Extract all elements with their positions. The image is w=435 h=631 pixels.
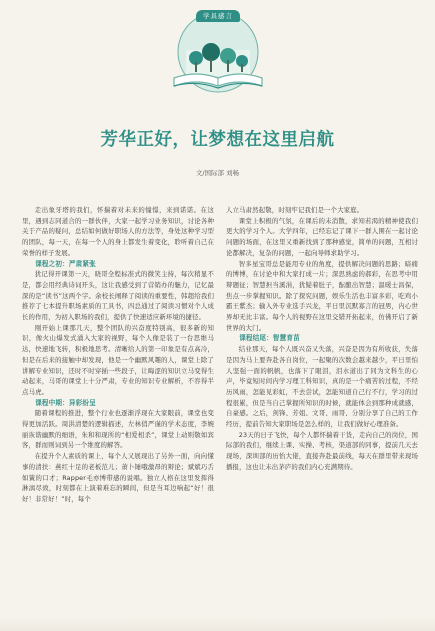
left-column bbox=[22, 205, 214, 505]
paragraph: 智多星宝哥总是能用专业的角度，提供解决问题的思路；暗痛的博博，在讨论中和大家打成一片；深思熟虑的郝彩，在思考中用辩题征；智慧担当溪涓，犹疑着肚子，酝酿出智慧；温暖士昌保，焦点一步掌握知识。除了探究问题，娱乐生活也丰富多彩，吃鸡小霸王紫杰；输入外专业选手兴龙，平日里沉默寡言的冠男，内心世界却无比丰富。每个人的视野在这里交错开拓起来，仿佛开启了新世界的大门。 bbox=[226, 259, 418, 332]
article-title: 芳华正好，让梦想在这里启航 bbox=[100, 130, 335, 150]
paragraph: 人立马肃然起敬，时刻牢记我们是一个大家庭。 bbox=[226, 206, 364, 214]
paragraph: 随着课程的推进，整个行业也逐渐浮现在大家眼前，课堂也变得更加活跃。周洪清楚的逻辑描述，左林俏严谨的学术态度，李婉丽诙谐幽默的细语，朱和和现所的“相爱相杀”，课堂上动则敬如宾客，群而则词到另一个维度的解答。 bbox=[22, 409, 214, 450]
paragraph: 结业那天，每个人既兴奋又失落，兴奋是因为有所收获，失落是因为马上要奔赴各自岗位，一起聚的次数会越来越少，平日里怕人坚强一面的帆帆，也落下了眼泪，泪水道出了同为文科生的心声，毕竟短时间内学习理工科知识，真的是一个痛苦的过程，不经历风雨，怎能见彩虹，不去尝试，怎能知道自己行不行，学习的过程很累，但是当自己掌握所知识的时候，就能体会到那种成就感，自豪感。之后，剑锋、芳姐、文哥、雨哥、分别分享了自己的工作经历，提前告知大家职场是怎么样的，让我们做好心理准备。 bbox=[226, 345, 418, 429]
paragraph: 走出象牙塔的我们，怀揣着对未来的憧憬，来到诺诺。在这里，遇到志同道合的一群伙伴，大家一起学习业务知识，讨论各种关于产品的疑问，总结如何做好职场人的方法等，身处这种学习型的团队，每一天，在每一个人的身上都发生着变化，聆听着自己在荣誉的样子发展。 bbox=[22, 206, 214, 257]
page-bottom-edge bbox=[0, 617, 435, 631]
section-heading: 课程结尾：智慧育苗 bbox=[239, 334, 300, 343]
paragraph: 犹记得开课第一天，晓哥全程标准式的微笑主持，每次稍显不是，都会用经典诗词开头，这让我感受到了营销办的魅力，记忆最深的是“读书”这两个字。余校长阐释了阅读的重要性，韩超给我们推荐了七本提升职场素质的工具书，四总通过了阅读习惯对个人成长的作用，为初入职场的我们，提供了快速适应新环境的捷径。 bbox=[22, 270, 214, 322]
paragraph: 课堂上积极的气氛，在课后的未消散，求知若渴的精神使我们更大的学习个人。大学四年，已经忘记了课下一群人围在一起讨论问题的场面，在这里又重新找到了那种感觉，简单的问题，互相讨论都解决，复杂的问题，一起向导师求助学习。 bbox=[226, 216, 418, 257]
section-heading: 课程之初：严肃紧张 bbox=[35, 259, 96, 268]
paragraph: 刚开始上课那几天，整个团队的兴奋度特别高，很多新的知识，像火山爆发式涌入大家的视野，每个人像是装了一台思维马达，快速地飞转，积极地思考。清晰给人的第一印象是有点高冷，但是在后来的接触中却发现，他是一个幽默风趣的人，课堂上除了讲解专业知识，还时不时穿插一些段子，让晦涩的知识立马变得生动起来，马哥的课堂上十分严肃，专业的知识专业解析，不容得半点马虎。 bbox=[22, 323, 214, 396]
section-tag: 学具感言 bbox=[196, 10, 240, 22]
right-column bbox=[226, 205, 418, 473]
article-byline: 文/国际部 刘畅 bbox=[195, 169, 240, 177]
section-heading: 课程中期：异彩纷呈 bbox=[35, 398, 96, 407]
paragraph: 23天的日子飞快，每个人都怀揣着干货，走向自己的岗位，国际部的我们，继续上课、实操、考核，渠道部的同事，提前几天去现场，深圳部的历怡大佬，直接奔赴最前线，每天在群里带来现场播报，这也让未出茅庐的我们内心充满期待。 bbox=[226, 430, 418, 471]
paragraph: 在提升个人素质的课上，每个人又展现出了另外一面，向向懂事的清扶：燕红十足的老板范儿；萧卜锤哦激昂的辩论；斌斌巧舌如簧的口才；Rapper毛亦博带感的说唱。独立人格在这里发挥得淋漓尽致，时刻都在上演着难忘的瞬间，但是当耳边响起“好！很好！非常好！”时，每个 bbox=[22, 452, 214, 503]
